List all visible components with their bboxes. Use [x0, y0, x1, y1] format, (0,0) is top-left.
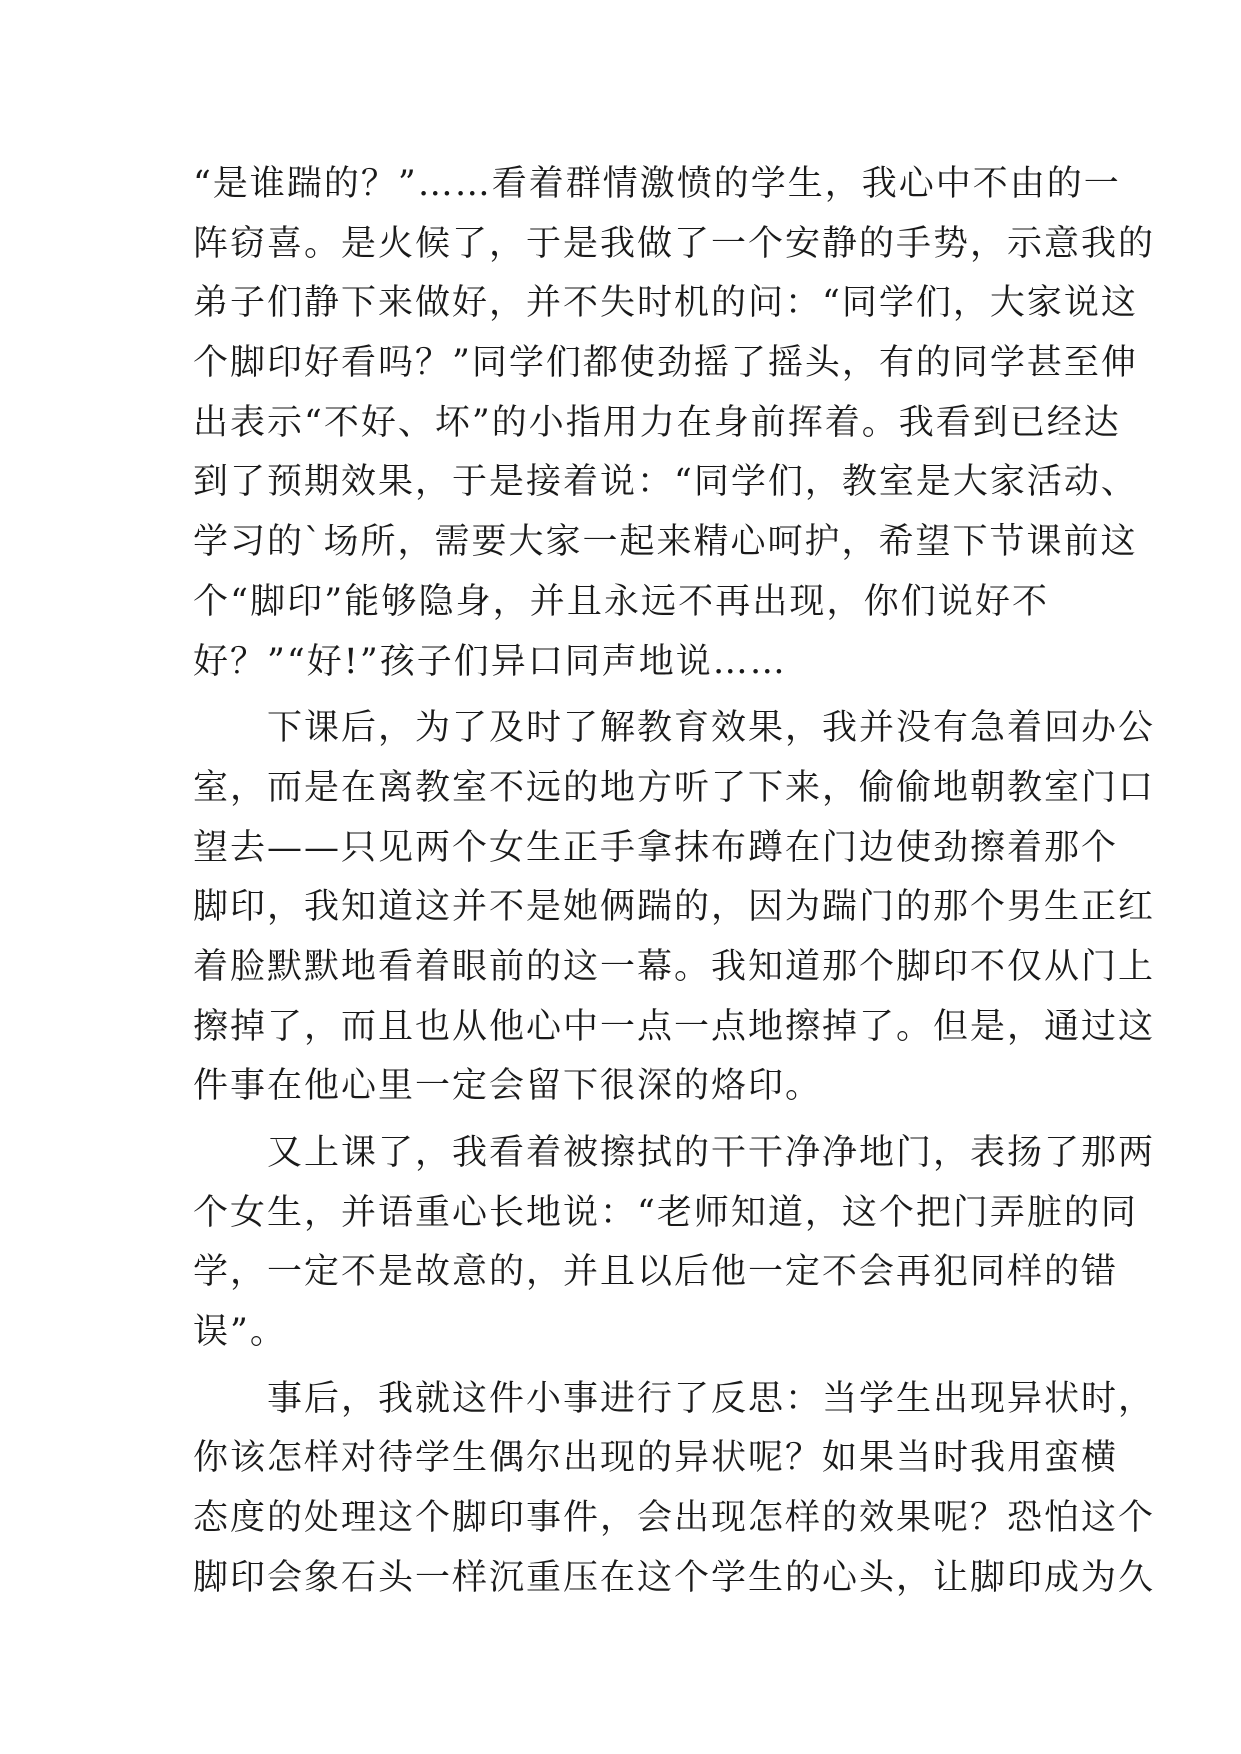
text-line: 误”。 [193, 1312, 287, 1353]
paragraph-1 [193, 155, 1156, 692]
text-line: 个脚印好看吗？”同学们都使劲摇了摇头，有的同学甚至伸 [193, 343, 1138, 384]
text-line: 态度的处理这个脚印事件，会出现怎样的效果呢？恐怕这个 [193, 1498, 1156, 1539]
paragraph-gap [193, 692, 1049, 699]
text-line: 弟子们静下来做好，并不失时机的问：“同学们，大家说这 [193, 283, 1138, 324]
text-line: 个“脚印”能够隐身，并且永远不再出现，你们说好不 [193, 581, 1049, 622]
text-line: 到了预期效果，于是接着说：“同学们，教室是大家活动、 [193, 462, 1138, 503]
text-line: 学，一定不是故意的，并且以后他一定不会再犯同样的错 [193, 1252, 1119, 1293]
text-line: 学习的`场所，需要大家一起来精心呵护，希望下节课前这 [193, 522, 1138, 563]
text-line: 室，而是在离教室不远的地方听了下来，偷偷地朝教室门口 [193, 767, 1156, 808]
text-line: 好？”“好!”孩子们异口同声地说…… [193, 641, 787, 682]
text-line: 出表示“不好、坏”的小指用力在身前挥着。我看到已经达 [193, 402, 1121, 443]
text-line: 擦掉了，而且也从他心中一点一点地擦掉了。但是，通过这 [193, 1006, 1156, 1047]
paragraph-gap [193, 1363, 1049, 1370]
text-line: 脚印会象石头一样沉重压在这个学生的心头，让脚印成为久 [193, 1557, 1156, 1598]
text-line: 你该怎样对待学生偶尔出现的异状呢？如果当时我用蛮横 [193, 1438, 1119, 1479]
paragraph-4 [193, 1370, 1156, 1609]
text-line: 望去——只见两个女生正手拿抹布蹲在门边使劲擦着那个 [193, 827, 1119, 868]
document-body [193, 155, 1156, 1609]
text-line: 个女生，并语重心长地说：“老师知道，这个把门弄脏的同 [193, 1192, 1138, 1233]
text-line: “是谁踹的？”……看着群情激愤的学生，我心中不由的一 [193, 164, 1121, 204]
text-line: 下课后，为了及时了解教育效果，我并没有急着回办公 [193, 708, 1156, 749]
paragraph-3 [193, 1124, 1156, 1363]
text-line: 件事在他心里一定会留下很深的烙印。 [193, 1066, 823, 1107]
paragraph-gap [193, 1117, 1049, 1124]
text-line: 着脸默默地看着眼前的这一幕。我知道那个脚印不仅从门上 [193, 946, 1156, 987]
text-line: 脚印，我知道这并不是她俩踹的，因为踹门的那个男生正红 [193, 887, 1156, 928]
text-line: 阵窃喜。是火候了，于是我做了一个安静的手势，示意我的 [193, 223, 1156, 264]
paragraph-2 [193, 699, 1156, 1117]
text-line: 又上课了，我看着被擦拭的干干净净地门，表扬了那两 [193, 1133, 1156, 1173]
text-line: 事后，我就这件小事进行了反思：当学生出现异状时， [193, 1378, 1156, 1419]
